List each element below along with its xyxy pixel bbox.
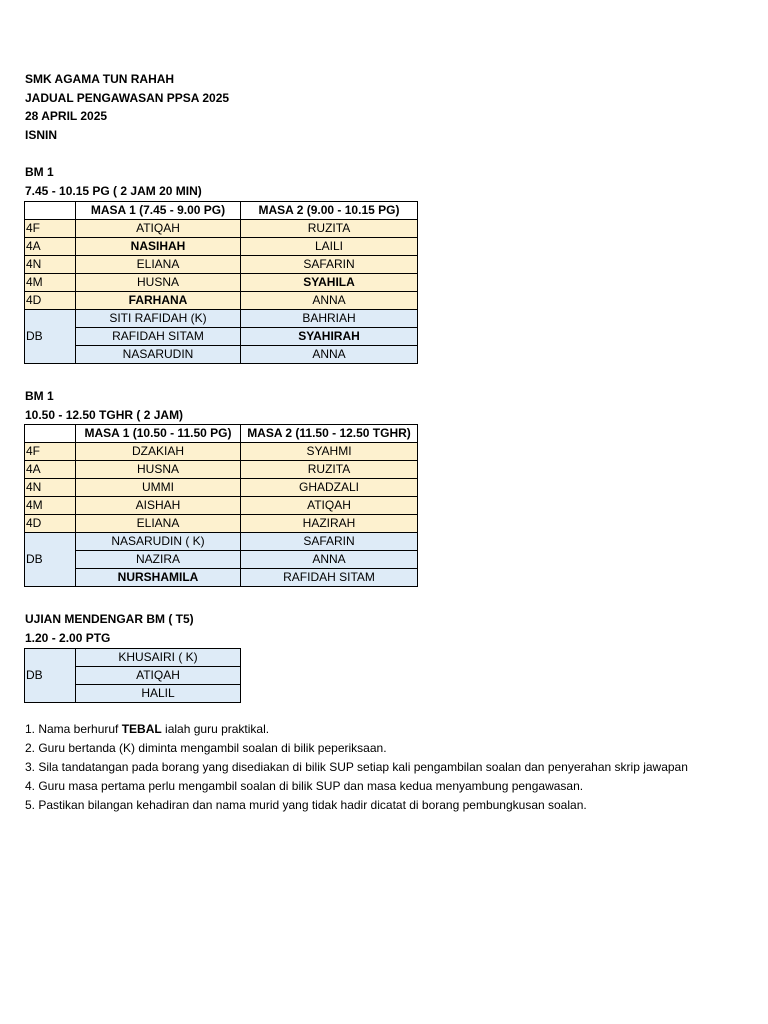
table-row	[25, 515, 418, 533]
masa2-cell: ANNA	[241, 346, 418, 364]
class-cell: 4N	[25, 479, 76, 497]
note-1-text-end: ialah guru praktikal.	[161, 722, 270, 736]
invigilator-cell: HALIL	[76, 685, 241, 703]
class-cell: 4N	[25, 256, 76, 274]
class-cell: 4F	[25, 443, 76, 461]
table-row	[25, 569, 418, 587]
db-class-cell: DB	[25, 310, 76, 364]
session1-time: 7.45 - 10.15 PG ( 2 JAM 20 MIN)	[25, 184, 202, 198]
note-1-text-start: 1. Nama berhuruf	[25, 722, 122, 736]
masa1-cell: FARHANA	[76, 292, 241, 310]
masa1-cell: UMMI	[76, 479, 241, 497]
session2-subject: BM 1	[25, 389, 54, 403]
masa2-cell: SAFARIN	[241, 256, 418, 274]
masa2-cell: ATIQAH	[241, 497, 418, 515]
masa2-cell: SYAHMI	[241, 443, 418, 461]
table-row	[25, 220, 418, 238]
invigilator-cell: KHUSAIRI ( K)	[76, 649, 241, 667]
note-item: 5. Pastikan bilangan kehadiran dan nama murid yang tidak hadir dicatat di borang pembungkusan soalan.	[25, 798, 587, 812]
masa1-cell: HUSNA	[76, 274, 241, 292]
table-row	[25, 238, 418, 256]
class-cell: 4D	[25, 292, 76, 310]
table-header-row	[25, 202, 418, 220]
table-row	[25, 533, 418, 551]
class-cell: 4A	[25, 238, 76, 256]
table-row	[25, 497, 418, 515]
masa1-cell: AISHAH	[76, 497, 241, 515]
class-cell: 4A	[25, 461, 76, 479]
column-header-masa2: MASA 2 (11.50 - 12.50 TGHR)	[241, 425, 418, 443]
column-header-masa1: MASA 1 (10.50 - 11.50 PG)	[76, 425, 241, 443]
table-row	[25, 328, 418, 346]
table-row	[25, 292, 418, 310]
table-row	[25, 649, 241, 667]
column-header-masa2: MASA 2 (9.00 - 10.15 PG)	[241, 202, 418, 220]
session3-subject: UJIAN MENDENGAR BM ( T5)	[25, 612, 194, 626]
invigilator-cell: ATIQAH	[76, 667, 241, 685]
masa2-cell: RUZITA	[241, 220, 418, 238]
session3-table	[24, 648, 241, 703]
masa2-cell: GHADZALI	[241, 479, 418, 497]
masa1-cell: NASARUDIN	[76, 346, 241, 364]
masa1-cell: ELIANA	[76, 515, 241, 533]
masa1-cell: HUSNA	[76, 461, 241, 479]
note-item: 4. Guru masa pertama perlu mengambil soalan di bilik SUP dan masa kedua menyambung pengawasan.	[25, 779, 584, 793]
session1-table	[24, 201, 418, 364]
masa2-cell: ANNA	[241, 551, 418, 569]
class-cell: 4F	[25, 220, 76, 238]
note-item: 3. Sila tandatangan pada borang yang disediakan di bilik SUP setiap kali pengambilan soalan dan penyerahan skrip jawapan	[25, 760, 688, 774]
masa2-cell: ANNA	[241, 292, 418, 310]
masa2-cell: RAFIDAH SITAM	[241, 569, 418, 587]
note-1-bold-word: TEBAL	[121, 722, 162, 736]
table-row	[25, 310, 418, 328]
class-cell: 4M	[25, 497, 76, 515]
document-title: JADUAL PENGAWASAN PPSA 2025	[25, 91, 230, 105]
masa1-cell: NAZIRA	[76, 551, 241, 569]
masa2-cell: RUZITA	[241, 461, 418, 479]
masa2-cell: SAFARIN	[241, 533, 418, 551]
class-cell: 4D	[25, 515, 76, 533]
exam-date: 28 APRIL 2025	[25, 109, 108, 123]
table-row	[25, 346, 418, 364]
session2-time: 10.50 - 12.50 TGHR ( 2 JAM)	[25, 408, 184, 422]
masa1-cell: NASARUDIN ( K)	[76, 533, 241, 551]
school-name: SMK AGAMA TUN RAHAH	[25, 72, 175, 86]
masa2-cell: LAILI	[241, 238, 418, 256]
masa1-cell: RAFIDAH SITAM	[76, 328, 241, 346]
masa1-cell: SITI RAFIDAH (K)	[76, 310, 241, 328]
masa2-cell: SYAHILA	[241, 274, 418, 292]
db-class-cell: DB	[25, 649, 76, 703]
db-class-cell: DB	[25, 533, 76, 587]
session1-subject: BM 1	[25, 165, 54, 179]
column-header-masa1: MASA 1 (7.45 - 9.00 PG)	[76, 202, 241, 220]
table-row	[25, 461, 418, 479]
table-row	[25, 443, 418, 461]
class-cell: 4M	[25, 274, 76, 292]
table-header-row	[25, 425, 418, 443]
masa1-cell: ELIANA	[76, 256, 241, 274]
masa1-cell: DZAKIAH	[76, 443, 241, 461]
header-blank-cell	[25, 202, 76, 220]
header-blank-cell	[25, 425, 76, 443]
note-item	[25, 720, 688, 739]
masa2-cell: HAZIRAH	[241, 515, 418, 533]
session2-table	[24, 424, 418, 587]
notes-list	[25, 720, 688, 815]
table-row	[25, 274, 418, 292]
masa2-cell: BAHRIAH	[241, 310, 418, 328]
table-row	[25, 479, 418, 497]
masa2-cell: SYAHIRAH	[241, 328, 418, 346]
masa1-cell: NASIHAH	[76, 238, 241, 256]
table-row	[25, 256, 418, 274]
exam-day: ISNIN	[25, 128, 58, 142]
table-row	[25, 551, 418, 569]
session3-time: 1.20 - 2.00 PTG	[25, 631, 111, 645]
note-item: 2. Guru bertanda (K) diminta mengambil soalan di bilik peperiksaan.	[25, 741, 387, 755]
masa1-cell: ATIQAH	[76, 220, 241, 238]
masa1-cell: NURSHAMILA	[76, 569, 241, 587]
